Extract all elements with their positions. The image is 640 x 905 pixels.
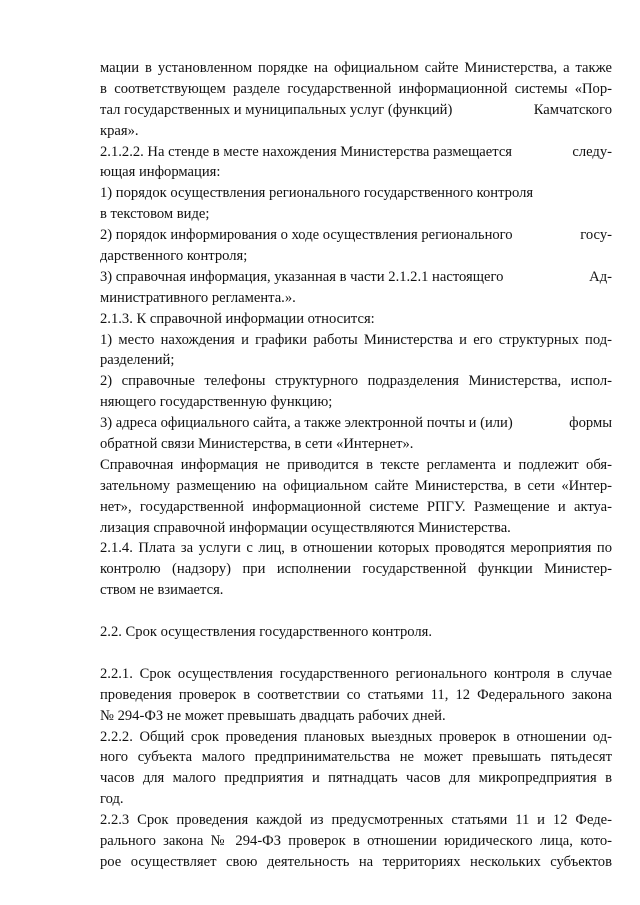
text-line: [100, 267, 612, 288]
text-line: № 294-ФЗ не может превышать двадцать рабочих дней.: [100, 707, 446, 724]
text-segment: Камчатского: [533, 101, 612, 118]
text-segment: 3) справочная информация, указанная в части 2.1.2.1 настоящего: [100, 268, 504, 285]
text-segment: 2) порядок информирования о ходе осуществления регионального: [100, 227, 513, 244]
text-line: нет», государственной информационной системе РПГУ. Размещение и актуа-: [100, 498, 612, 515]
text-line: контролю (надзору) при исполнении государственной функции Министер-: [100, 561, 612, 578]
text-segment: тал государственных и муниципальных услуг (функций): [100, 101, 453, 118]
text-line: 2.2.2. Общий срок проведения плановых выездных проверок в отношении од-: [100, 728, 612, 745]
text-line: 2) справочные телефоны структурного подразделения Министерства, испол-: [100, 373, 612, 390]
text-line: мации в установленном порядке на официальном сайте Министерства, а также: [100, 60, 612, 76]
blank-line: [100, 643, 612, 664]
text-segment: следу-: [572, 143, 612, 160]
text-line: в соответствующем разделе государственной информационной системы «Пор-: [100, 80, 612, 97]
text-line: ного субъекта малого предпринимательства не может превышать пятьдесят: [100, 749, 612, 766]
text-line: министративного регламента.».: [100, 289, 296, 306]
text-line: [100, 225, 612, 246]
blank-line: [100, 601, 612, 622]
text-segment: госу-: [580, 227, 612, 244]
text-line: проведения проверок в соответствии со статьями 11, 12 Федерального закона: [100, 686, 612, 703]
text-segment: Ад-: [589, 268, 612, 285]
text-line: няющего государственную функцию;: [100, 394, 333, 411]
text-line: обратной связи Министерства, в сети «Интернет».: [100, 436, 414, 453]
text-line: [100, 100, 612, 121]
text-line: в текстовом виде;: [100, 206, 210, 223]
text-line: ющая информация:: [100, 164, 221, 181]
text-line: 2.2.1. Срок осуществления государственного регионального контроля в случае: [100, 665, 612, 682]
text-line: рального закона № 294-ФЗ проверок в отношении юридического лица, кото-: [100, 832, 612, 849]
section-heading: 2.2. Срок осуществления государственного контроля.: [100, 624, 433, 641]
text-line: Справочная информация не приводится в тексте регламента и подлежит обя-: [100, 456, 612, 473]
text-line: 2.1.3. К справочной информации относится:: [100, 310, 375, 327]
text-line: разделений;: [100, 352, 175, 369]
text-line: 1) порядок осуществления регионального государственного контроля: [100, 185, 534, 202]
text-line: рое осуществляет свою деятельность на территориях нескольких субъектов: [100, 853, 612, 870]
text-line: [100, 142, 612, 163]
text-line: края».: [100, 122, 139, 139]
text-line: [100, 413, 612, 434]
text-line: 2.2.3 Срок проведения каждой из предусмотренных статьями 11 и 12 Феде-: [100, 812, 612, 829]
text-line: 1) место нахождения и графики работы Министерства и его структурных под-: [100, 331, 612, 348]
text-line: часов для малого предприятия и пятнадцать часов для микропредприятия в: [100, 770, 612, 787]
text-line: дарственного контроля;: [100, 248, 248, 265]
text-segment: 3) адреса официального сайта, а также электронной почты и (или): [100, 415, 513, 432]
text-line: год.: [100, 791, 124, 808]
document-page: [100, 58, 612, 873]
text-line: 2.1.4. Плата за услуги с лиц, в отношении которых проводятся мероприятия по: [100, 540, 612, 557]
text-line: ством не взимается.: [100, 582, 224, 599]
text-segment: формы: [569, 415, 612, 432]
text-line: зательному размещению на официальном сайте Министерства, в сети «Интер-: [100, 477, 612, 494]
text-segment: 2.1.2.2. На стенде в месте нахождения Министерства размещается: [100, 143, 513, 160]
text-line: лизация справочной информации осуществляются Министерства.: [100, 519, 511, 536]
